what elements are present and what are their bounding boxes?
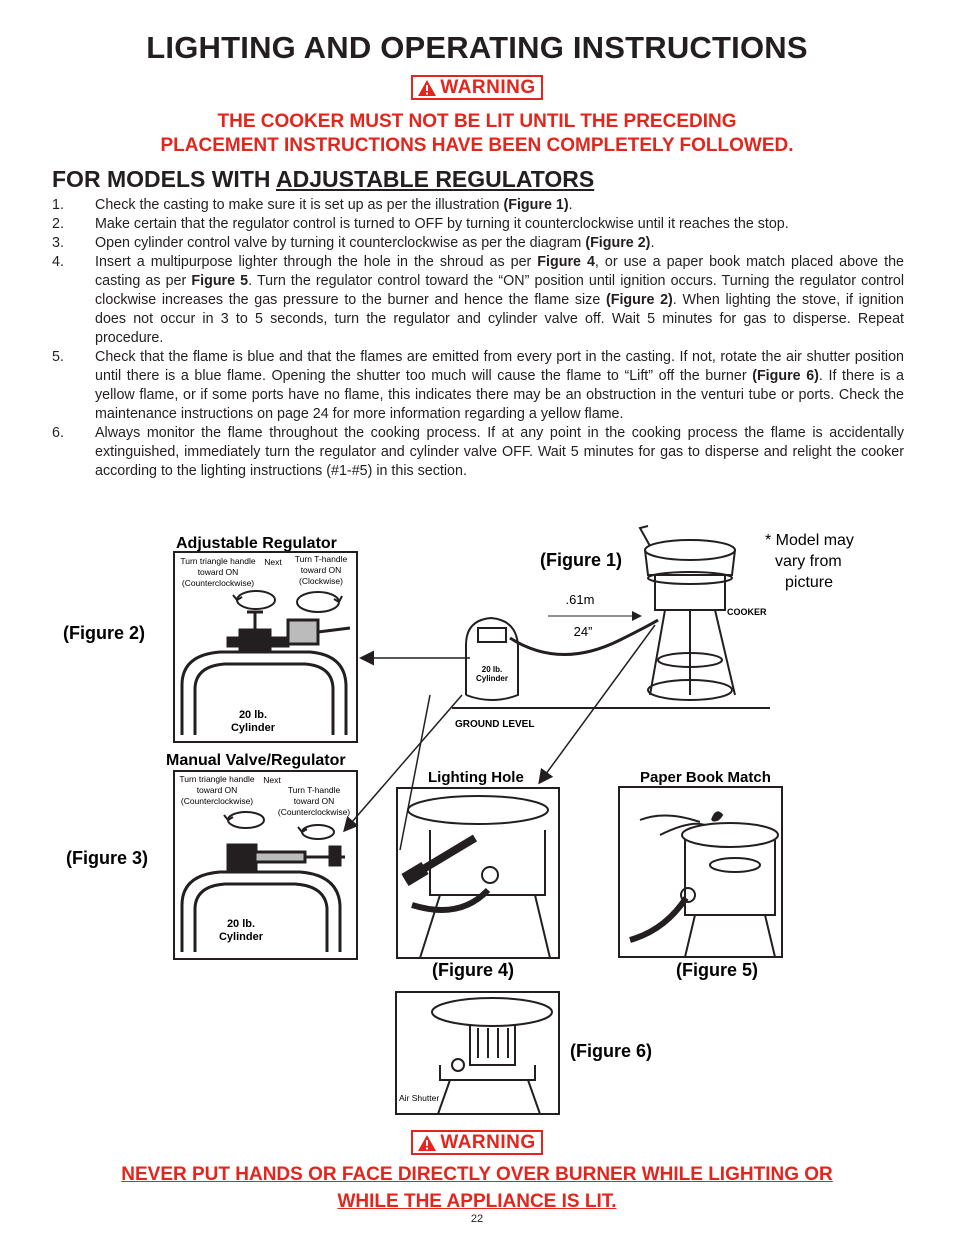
figure-reference: (Figure 2)	[585, 235, 651, 251]
step-text: Check that the flame is blue and that the flames are emitted from every port in the casting. If not, rotate the air shutter position until there is a blue flame. Opening the shutter too much will cause the flame to “Lift” off the burner	[95, 349, 904, 384]
step-text: , or use a paper book match placed above the casting as per	[95, 254, 904, 289]
section-heading-prefix: FOR MODELS WITH	[52, 166, 277, 192]
warning-triangle-icon	[417, 1134, 437, 1152]
page-title: LIGHTING AND OPERATING INSTRUCTIONS	[146, 30, 808, 65]
figure-reference: (Figure 1)	[503, 197, 569, 213]
step-text: Always monitor the flame throughout the cooking process. If at any point in the cooking process the flame is accidentally extinguished, immediately turn the regulator and cylinder valve OFF. Wait 5 minutes for gas to disperse and relight the cooker according to the lighting instructions (#1-#5) in this section.	[95, 425, 904, 479]
cylinder-manual-valve-drawing	[182, 845, 345, 952]
bottom-warning-line1: NEVER PUT HANDS OR FACE DIRECTLY OVER BURNER WHILE LIGHTING OR	[121, 1164, 833, 1185]
adj-right-label-1: Turn T-handle	[294, 554, 348, 564]
adj-right-label-3: (Clockwise)	[299, 576, 343, 586]
section-heading-underlined: ADJUSTABLE REGULATORS	[276, 166, 595, 192]
rotate-counterclockwise-icon	[224, 812, 264, 828]
top-warning-line1: THE COOKER MUST NOT BE LIT UNTIL THE PRECEDING	[217, 111, 737, 132]
top-warning-line2: PLACEMENT INSTRUCTIONS HAVE BEEN COMPLETELY FOLLOWED.	[160, 135, 794, 156]
rotate-clockwise-icon	[297, 592, 342, 612]
fig2-cylinder-label-1: 20 lb.	[238, 709, 268, 721]
fig3-cylinder-label-2: Cylinder	[218, 931, 264, 943]
step-text: Insert a multipurpose lighter through the hole in the shroud as per	[95, 254, 538, 270]
warning-badge-top-wrap	[0, 75, 954, 102]
warning-triangle-icon	[417, 79, 437, 97]
step-text: Make certain that the regulator control is turned to OFF by turning it counterclockwise until it reaches the stop.	[95, 216, 789, 232]
adj-left-label-2: toward ON	[197, 567, 239, 577]
instruction-steps	[52, 196, 904, 481]
man-right-label-2: toward ON	[293, 796, 335, 806]
bottom-warning	[30, 1161, 924, 1215]
step-text: . When lighting the stove, if ignition does not occur in 3 to 5 seconds, turn the regulator and cylinder valve off. Wait 5 minutes for gas to disperse. Repeat procedure.	[95, 292, 904, 346]
adj-right-label-2: toward ON	[300, 565, 342, 575]
model-note-line3: picture	[785, 574, 834, 591]
manual-valve-title: Manual Valve/Regulator	[166, 752, 346, 769]
man-right-label-1: Turn T-handle	[287, 785, 341, 795]
small-cylinder-label-1: 20 lb.	[481, 665, 503, 674]
man-left-label-1: Turn triangle handle	[179, 774, 255, 784]
rotate-counterclockwise-icon	[298, 825, 334, 839]
cooker-stand-drawing	[640, 526, 735, 700]
step-text: Check the casting to make sure it is set up as per the illustration	[95, 197, 504, 213]
adj-left-label-1: Turn triangle handle	[180, 556, 256, 566]
figure-3-label: (Figure 3)	[66, 848, 149, 868]
small-cylinder-label-2: Cylinder	[475, 674, 509, 683]
step-text: . If there is a yellow flame, or if some ports have no flame, this indicates there may be an obstruction in the venturi tube or ports. Check the maintenance instructions on page 24 for more information regarding a yellow flame.	[95, 368, 904, 422]
adjustable-regulator-title: Adjustable Regulator	[176, 535, 337, 552]
ground-level-label: GROUND LEVEL	[455, 719, 535, 730]
air-shutter-label: Air Shutter	[399, 1093, 440, 1103]
paper-book-match-label: Paper Book Match	[640, 769, 771, 786]
match-burner-drawing	[630, 812, 778, 957]
instruction-step	[52, 424, 904, 481]
pointer-line-to-figure-6	[400, 695, 430, 850]
step-number: 3.	[52, 235, 64, 251]
small-cylinder-drawing	[466, 618, 518, 700]
man-left-label-2: toward ON	[196, 785, 238, 795]
figure-5-frame	[619, 787, 782, 957]
model-note-line2: vary from	[775, 553, 842, 570]
step-number: 4.	[52, 254, 64, 270]
figure-reference: Figure 5	[191, 273, 249, 289]
step-number: 2.	[52, 216, 64, 232]
step-number: 6.	[52, 425, 64, 441]
warning-label: WARNING	[440, 77, 536, 98]
model-note-line1: * Model may	[765, 532, 854, 549]
adj-next-label: Next	[264, 557, 282, 567]
air-shutter-burner-drawing	[432, 998, 552, 1114]
section-heading	[52, 166, 594, 193]
adj-left-label-3: (Counterclockwise)	[181, 578, 255, 588]
man-next-label: Next	[263, 775, 281, 785]
man-left-label-3: (Counterclockwise)	[180, 796, 254, 806]
figure-4-label: (Figure 4)	[432, 960, 515, 980]
figure-reference: (Figure 6)	[752, 368, 819, 384]
figure-1-label: (Figure 1)	[540, 550, 623, 570]
page-number: 22	[470, 1213, 484, 1225]
bottom-warning-line2: WHILE THE APPLIANCE IS LIT.	[337, 1191, 617, 1212]
instruction-step	[52, 234, 904, 253]
lighting-hole-label: Lighting Hole	[428, 769, 524, 786]
cooker-label: COOKER	[727, 607, 767, 617]
rotate-counterclockwise-icon	[233, 591, 275, 609]
warning-badge-top	[411, 75, 542, 100]
warning-badge-bottom	[411, 1130, 542, 1155]
fig3-cylinder-label-1: 20 lb.	[226, 918, 256, 930]
man-right-label-3: (Counterclockwise)	[277, 807, 351, 817]
distance-meters: .61m	[565, 592, 595, 607]
step-text: . Turn the regulator control toward the “ON” position until ignition occurs. Turning the regulator control clockwise increases the gas pressure to the burner and hence the flame size	[95, 273, 904, 308]
step-number: 5.	[52, 349, 64, 365]
instruction-step	[52, 215, 904, 234]
instruction-step	[52, 196, 904, 215]
step-text: .	[568, 197, 573, 213]
step-text: .	[650, 235, 655, 251]
figure-reference: (Figure 2)	[605, 292, 673, 308]
distance-inches: 24”	[573, 624, 593, 639]
figures-illustration	[0, 520, 954, 1120]
figure-2-label: (Figure 2)	[63, 623, 146, 643]
lighter-burner-drawing	[405, 796, 550, 958]
warning-badge-bottom-wrap	[0, 1130, 954, 1157]
instruction-step	[52, 348, 904, 424]
step-text: Open cylinder control valve by turning it counterclockwise as per the diagram	[95, 235, 586, 251]
step-number: 1.	[52, 197, 64, 213]
instruction-step	[52, 253, 904, 348]
pointer-arrow-to-figure-3	[345, 695, 462, 830]
fig2-cylinder-label-2: Cylinder	[230, 722, 276, 734]
warning-label: WARNING	[440, 1132, 536, 1153]
figure-5-label: (Figure 5)	[676, 960, 759, 980]
figure-6-label: (Figure 6)	[570, 1041, 653, 1061]
figure-reference: Figure 4	[537, 254, 595, 270]
